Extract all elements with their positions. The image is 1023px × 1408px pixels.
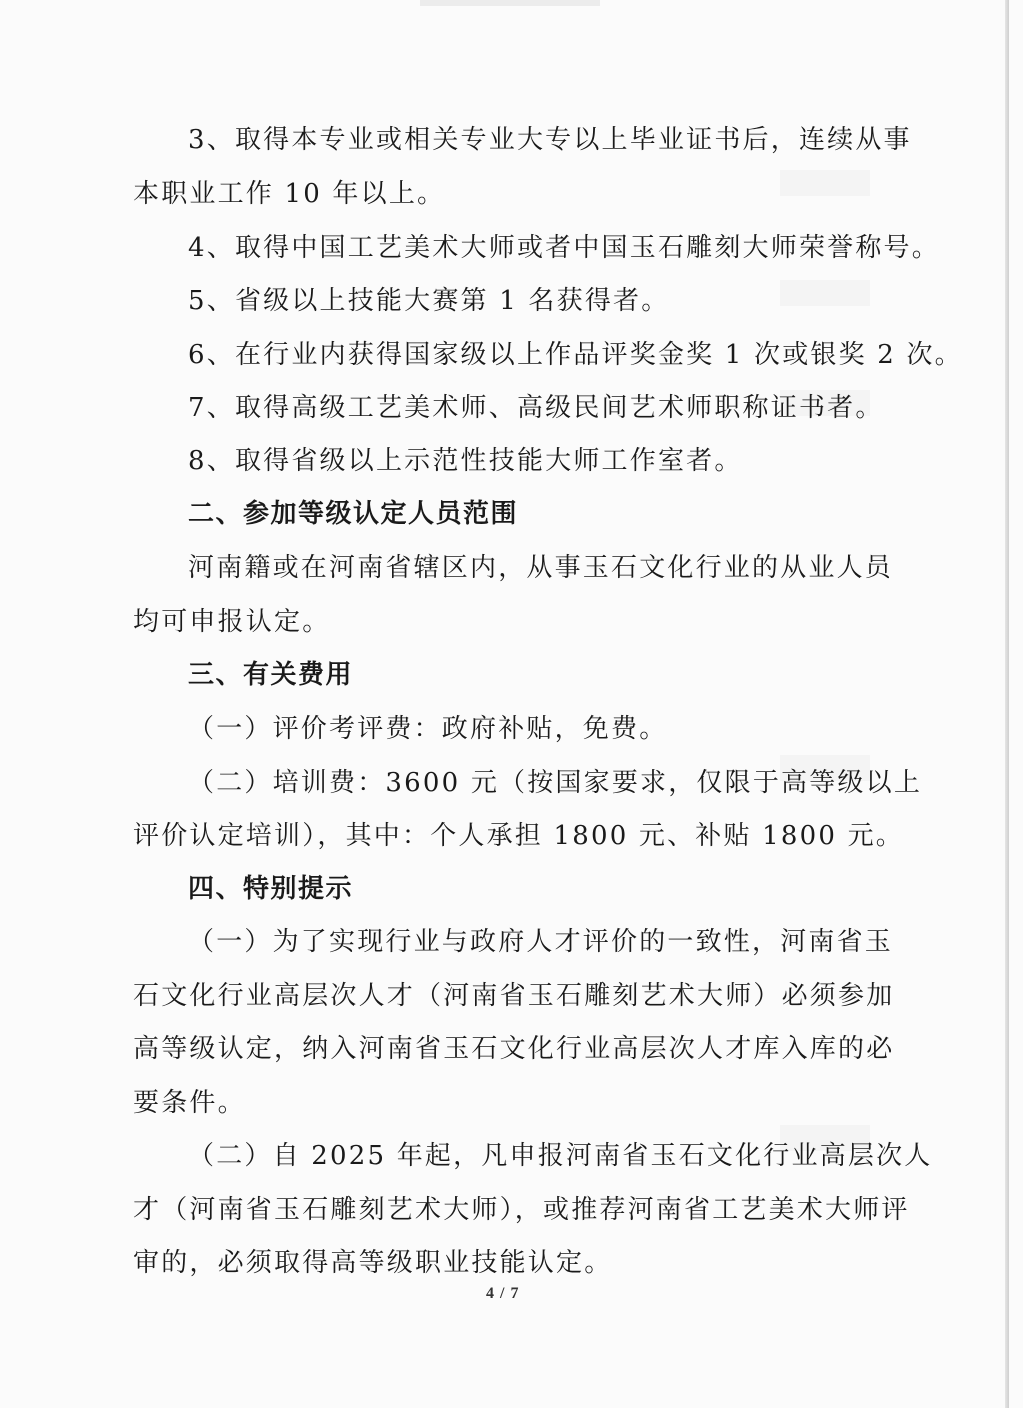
text-line: 6、在行业内获得国家级以上作品评奖金奖 1 次或银奖 2 次。 xyxy=(188,340,963,370)
text-line: 才（河南省玉石雕刻艺术大师），或推荐河南省工艺美术大师评 xyxy=(133,1195,910,1225)
scan-edge xyxy=(1005,0,1009,1408)
text-line: （二）自 2025 年起，凡申报河南省玉石文化行业高层次人 xyxy=(188,1141,933,1171)
bleed-through xyxy=(780,280,870,306)
section-heading: 二、参加等级认定人员范围 xyxy=(188,499,519,529)
section-heading: 四、特别提示 xyxy=(188,874,354,904)
text-line: 要条件。 xyxy=(133,1088,246,1118)
text-line: 4、取得中国工艺美术大师或者中国玉石雕刻大师荣誉称号。 xyxy=(188,233,940,263)
text-line: （一）评价考评费：政府补贴，免费。 xyxy=(188,714,668,744)
text-line: （二）培训费：3600 元（按国家要求，仅限于高等级以上 xyxy=(188,768,923,798)
text-line: 评价认定培训），其中：个人承担 1800 元、补贴 1800 元。 xyxy=(133,821,904,851)
text-line: 7、取得高级工艺美术师、高级民间艺术师职称证书者。 xyxy=(188,393,884,423)
text-line: 5、省级以上技能大赛第 1 名获得者。 xyxy=(188,286,670,316)
text-line: 高等级认定，纳入河南省玉石文化行业高层次人才库入库的必 xyxy=(133,1034,895,1064)
text-line: 石文化行业高层次人才（河南省玉石雕刻艺术大师）必须参加 xyxy=(133,981,895,1011)
text-line: （一）为了实现行业与政府人才评价的一致性，河南省玉 xyxy=(188,927,894,957)
text-line: 本职业工作 10 年以上。 xyxy=(133,179,446,209)
page-number: 4 / 7 xyxy=(486,1285,520,1302)
text-line: 河南籍或在河南省辖区内，从事玉石文化行业的从业人员 xyxy=(188,553,894,583)
bleed-through xyxy=(780,170,870,196)
scan-smudge xyxy=(420,0,600,6)
text-line: 审的，必须取得高等级职业技能认定。 xyxy=(133,1248,613,1278)
text-line: 3、取得本专业或相关专业大专以上毕业证书后，连续从事 xyxy=(188,125,912,155)
section-heading: 三、有关费用 xyxy=(188,660,354,690)
text-line: 均可申报认定。 xyxy=(133,607,331,637)
text-line: 8、取得省级以上示范性技能大师工作室者。 xyxy=(188,446,743,476)
